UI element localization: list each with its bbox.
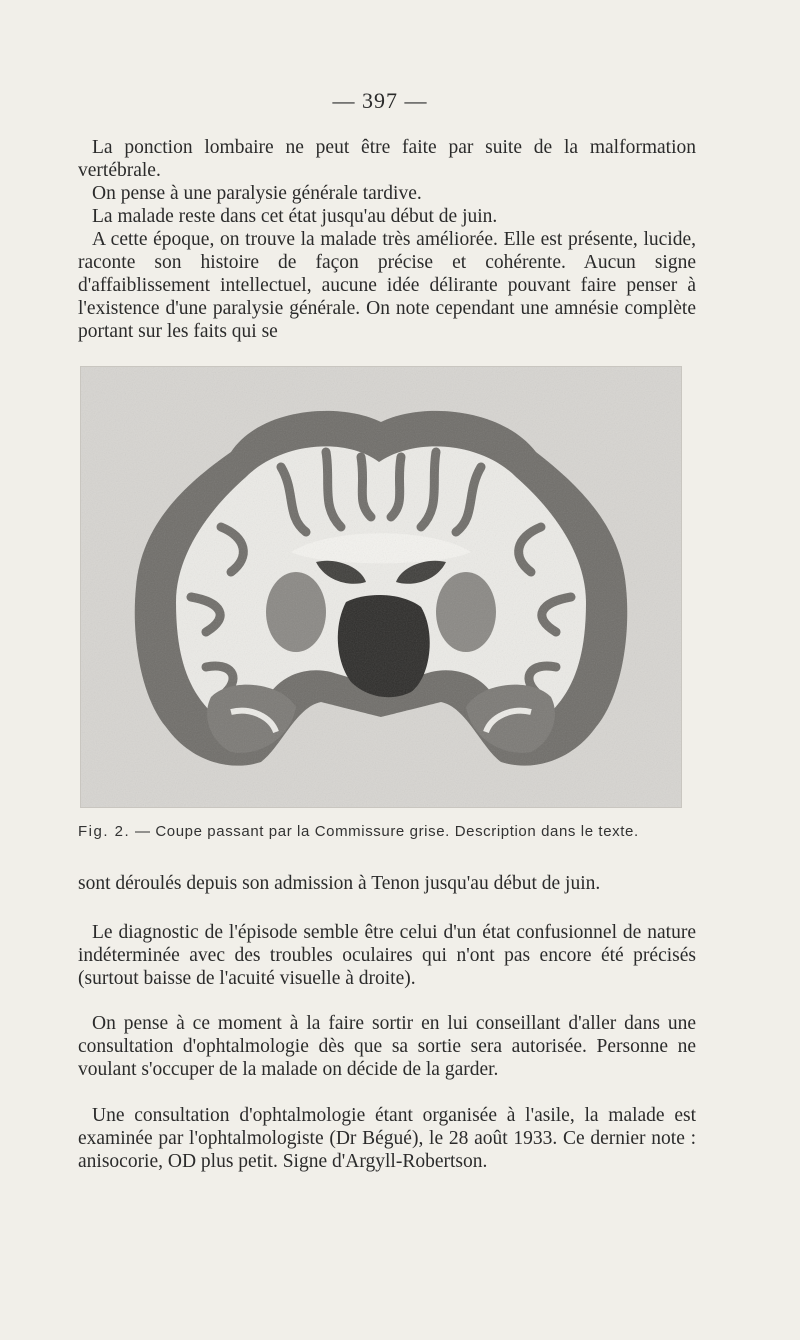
brain-section-illustration xyxy=(81,367,681,807)
paragraph-2: On pense à une paralysie générale tardive. xyxy=(92,183,422,204)
paragraph-3: La malade reste dans cet état jusqu'au début de juin. xyxy=(92,206,498,227)
paragraph-7: On pense à ce moment à la faire sortir en lui conseillant d'aller dans une consultation d'ophtalmologie dès que sa sortie sera autorisée. Personne ne voulant s'occuper de la malade on décide de la garder. xyxy=(78,1013,696,1080)
paragraph-5: sont déroulés depuis son admission à Tenon jusqu'au début de juin. xyxy=(78,873,601,894)
paragraph-8: Une consultation d'ophtalmologie étant organisée à l'asile, la malade est examinée par l'ophtalmologiste (Dr Bégué), le 28 août 1933. Ce dernier note : anisocorie, OD plus petit. Signe d'Argyll-Robertson. xyxy=(78,1105,696,1172)
paragraph-6: Le diagnostic de l'épisode semble être celui d'un état confusionnel de nature indéterminée avec des troubles oculaires qui n'ont pas encore été précisés (surtout baisse de l'acuité visuelle à droite). xyxy=(78,922,696,989)
brain-section-photograph xyxy=(80,366,682,808)
figure-caption-text: — Coupe passant par la Commissure grise. Description dans le texte. xyxy=(134,823,639,840)
paragraph-1: La ponction lombaire ne peut être faite par suite de la malformation vertébrale. xyxy=(78,137,696,181)
page-number: — 397 — xyxy=(332,88,428,113)
figure-label: Fig. 2. xyxy=(78,823,131,840)
paragraph-4: A cette époque, on trouve la malade très améliorée. Elle est présente, lucide, raconte son histoire de façon précise et cohérente. Aucun signe d'affaiblissement intellectuel, aucune idée délirante pouvant faire penser à l'existence d'une paralysie générale. On note cependant une amnésie complète portant sur les faits qui se xyxy=(78,229,696,342)
figure-caption xyxy=(78,823,718,840)
